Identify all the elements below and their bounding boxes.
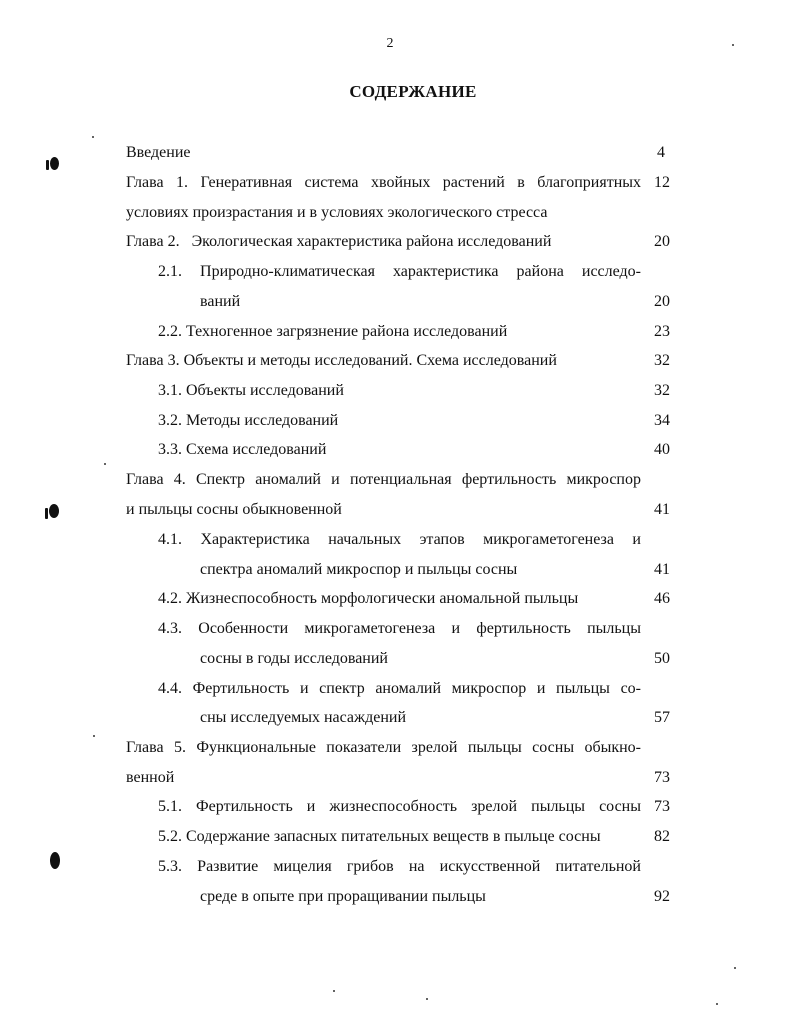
toc-entry-section-3-3: 3.3. Схема исследований [158,441,327,458]
scan-speck [716,1003,718,1005]
toc-page-section-2-1: 20 [654,293,670,310]
toc-page-section-5-1: 73 [654,798,670,815]
toc-entry-section-5-1: 5.1. Фертильность и жизнеспособность зрелой пыльцы сосны [158,798,641,815]
scan-speck [426,998,428,1000]
toc-entry-chapter-4-cont: и пыльцы сосны обыкновенной [126,501,342,518]
toc-entry-section-3-1: 3.1. Объекты исследований [158,382,344,399]
page-number: 2 [386,36,394,51]
binder-hole-mark [46,160,49,170]
scan-speck [104,463,106,465]
binder-hole-mark [50,852,60,869]
toc-entry-section-4-3-cont: сосны в годы исследований [200,650,388,667]
scan-speck [92,136,94,138]
scan-speck [333,990,335,992]
toc-entry-chapter-5-cont: венной [126,769,175,786]
toc-page-chapter-3: 32 [654,352,670,369]
toc-page-section-5-3: 92 [654,888,670,905]
toc-entry-chapter-2: Глава 2. Экологическая характеристика района исследований [126,233,552,250]
toc-entry-section-2-1-cont: ваний [200,293,241,310]
toc-entry-chapter-5: Глава 5. Функциональные показатели зрелой пыльцы сосны обыкно- [126,739,641,756]
toc-entry-section-5-3: 5.3. Развитие мицелия грибов на искусственной питательной [158,858,641,875]
toc-entry-section-2-1: 2.1. Природно-климатическая характеристика района исследо- [158,263,641,280]
toc-page-chapter-2: 20 [654,233,670,250]
toc-page-chapter-5: 73 [654,769,670,786]
toc-page-section-2-2: 23 [654,323,670,340]
scan-speck [734,967,736,969]
toc-entry-introduction: Введение [126,144,191,161]
toc-entry-section-5-2: 5.2. Содержание запасных питательных веществ в пыльце сосны [158,828,601,845]
toc-page-section-3-1: 32 [654,382,670,399]
toc-page-section-5-2: 82 [654,828,670,845]
toc-entry-chapter-4: Глава 4. Спектр аномалий и потенциальная фертильность микроспор [126,471,641,488]
toc-page-introduction: 4 [657,144,665,161]
toc-entry-section-4-2: 4.2. Жизнеспособность морфологически аномальной пыльцы [158,590,579,607]
toc-entry-section-4-4: 4.4. Фертильность и спектр аномалий микроспор и пыльцы со- [158,680,641,697]
toc-entry-section-2-2: 2.2. Техногенное загрязнение района исследований [158,323,508,340]
toc-page-section-4-2: 46 [654,590,670,607]
binder-hole-mark [45,508,48,519]
scan-speck [732,44,734,46]
binder-hole-mark [50,157,59,170]
binder-hole-mark [49,504,59,518]
toc-entry-section-4-3: 4.3. Особенности микрогаметогенеза и фертильность пыльцы [158,620,641,637]
toc-page-section-3-3: 40 [654,441,670,458]
scan-speck [93,735,95,737]
toc-page-section-4-1: 41 [654,561,670,578]
toc-entry-section-5-3-cont: среде в опыте при проращивании пыльцы [200,888,486,905]
toc-entry-chapter-1: Глава 1. Генеративная система хвойных растений в благоприятных [126,174,641,191]
toc-title: СОДЕРЖАНИЕ [349,82,477,101]
toc-entry-section-4-1: 4.1. Характеристика начальных этапов микрогаметогенеза и [158,531,641,548]
toc-entry-chapter-1-cont: условиях произрастания и в условиях экологического стресса [126,204,548,221]
toc-entry-chapter-3: Глава 3. Объекты и методы исследований. Схема исследований [126,352,557,369]
toc-page-chapter-4: 41 [654,501,670,518]
toc-page-section-4-3: 50 [654,650,670,667]
toc-page-section-3-2: 34 [654,412,670,429]
toc-entry-section-4-1-cont: спектра аномалий микроспор и пыльцы сосны [200,561,518,578]
toc-page-section-4-4: 57 [654,709,670,726]
toc-page-chapter-1: 12 [654,174,670,191]
toc-entry-section-4-4-cont: сны исследуемых насаждений [200,709,407,726]
toc-entry-section-3-2: 3.2. Методы исследований [158,412,339,429]
